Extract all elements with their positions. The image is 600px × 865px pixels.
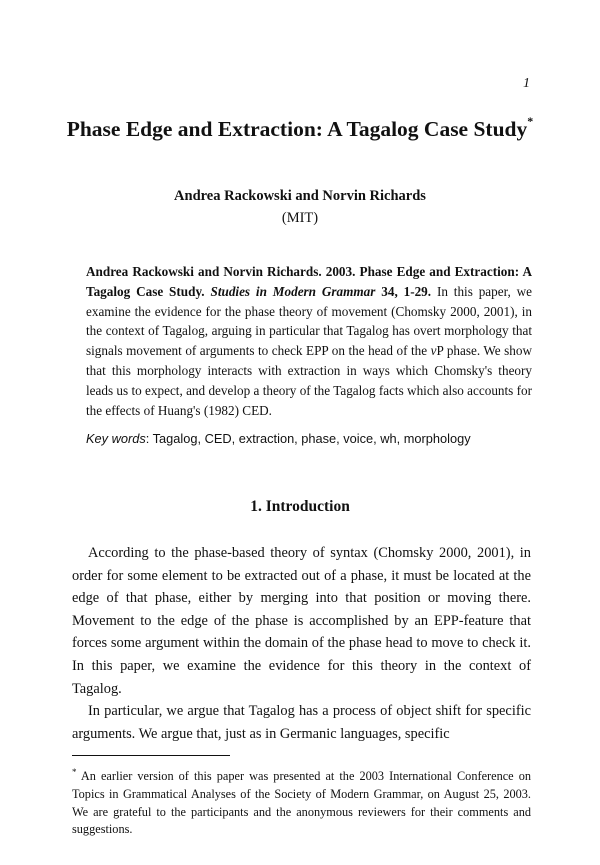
footnote-mark: * bbox=[72, 767, 77, 777]
abstract bbox=[86, 262, 532, 420]
abstract-text-part-2: P phase. We show that this morphology interacts with extraction in ways which Chomsky's theory leads us to expect, and develop a theory of the Tagalog facts which also accounts for the effects of Huang's (1982) CED. bbox=[86, 343, 533, 418]
abstract-vp-italic: v bbox=[430, 343, 437, 359]
page-number: 1 bbox=[523, 76, 530, 91]
title-footnote-mark: * bbox=[527, 114, 534, 128]
body-paragraph: According to the phase-based theory of syntax (Chomsky 2000, 2001), in order for some element to be extracted out of a phase, it must be located at the edge of that phase, either by merging into that position or moving there. Movement to the edge of the phase is accomplished by an EPP-feature that forces some argument within the domain of the phase head to move to check it. In this paper, we examine the evidence for this theory in the context of Tagalog. bbox=[72, 545, 531, 697]
footnote bbox=[72, 764, 531, 839]
body-text bbox=[72, 542, 531, 745]
paper-title-text: Phase Edge and Extraction: A Tagalog Case Study bbox=[66, 117, 528, 142]
footnote-text: An earlier version of this paper was presented at the 2003 International Conference on Topics in Grammatical Analyses of the Society of Modern Grammar, on August 25, 2003. We are grateful to the participants and the anonymous reviewers for their comments and suggestions. bbox=[72, 769, 531, 837]
author-affiliation: (MIT) bbox=[281, 210, 319, 226]
abstract-text-part-1: In this paper, we examine the evidence for the phase theory of movement (Chomsky 2000, 2001), in the context of Tagalog, arguing in particular that Tagalog has overt morphology that signals movement of arguments to check EPP on the head of the bbox=[86, 283, 533, 359]
footnote-divider bbox=[72, 755, 230, 756]
author-names: Andrea Rackowski and Norvin Richards bbox=[174, 188, 426, 204]
section-heading: 1. Introduction bbox=[250, 498, 350, 515]
keywords bbox=[86, 431, 532, 446]
keywords-colon: : bbox=[145, 431, 150, 446]
paper-title bbox=[0, 114, 600, 142]
abstract-volume-pages: 34, 1-29. bbox=[381, 283, 432, 299]
keywords-list: Tagalog, CED, extraction, phase, voice, wh, morphology bbox=[152, 431, 471, 446]
body-paragraph: In particular, we argue that Tagalog has a process of object shift for specific arguments. We argue that, just as in Germanic languages, specific bbox=[72, 703, 531, 742]
abstract-journal: Studies in Modern Grammar bbox=[210, 283, 376, 299]
abstract-citation: Andrea Rackowski and Norvin Richards. 2003. Phase Edge and Extraction: A Tagalog Case Study. bbox=[86, 264, 532, 299]
keywords-label: Key words bbox=[86, 431, 146, 446]
